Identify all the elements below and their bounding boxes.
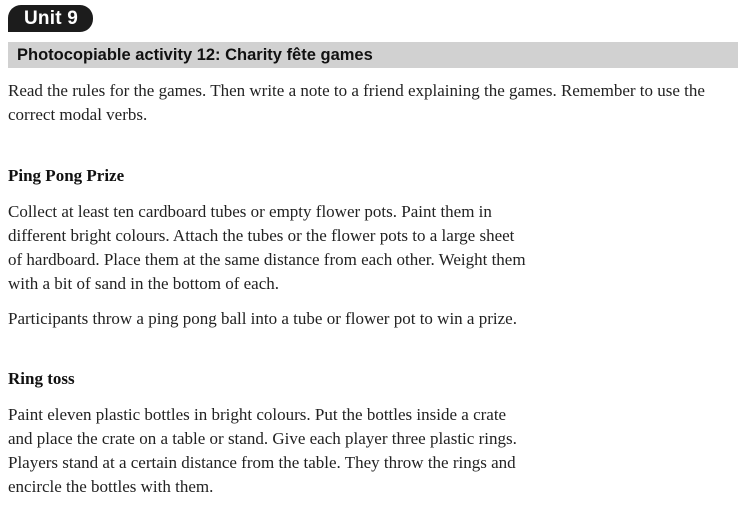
section-heading-ping-pong: Ping Pong Prize (8, 166, 125, 185)
ping-pong-instructions: Collect at least ten cardboard tubes or empty flower pots. Paint them in different bright colours. Attach the tubes or the flower pots to a large sheet of hardboard. Place them at the same distance from each other. Weight them with a bit of sand in the bottom of each. (8, 202, 526, 293)
ping-pong-goal: Participants throw a ping pong ball into a tube or flower pot to win a prize. (8, 309, 517, 328)
activity-title-bar (8, 42, 738, 68)
activity-title: Photocopiable activity 12: Charity fête games (17, 46, 373, 64)
unit-badge: Unit 9 (8, 5, 93, 32)
intro-text: Read the rules for the games. Then write a note to a friend explaining the games. Remember to use the correct modal verbs. (8, 81, 705, 124)
ring-toss-instructions: Paint eleven plastic bottles in bright colours. Put the bottles inside a crate and place the crate on a table or stand. Give each player three plastic rings. Players stand at a certain distance from the table. They throw the rings and encircle the bottles with them. (8, 405, 517, 496)
section-heading-ring-toss: Ring toss (8, 369, 75, 388)
